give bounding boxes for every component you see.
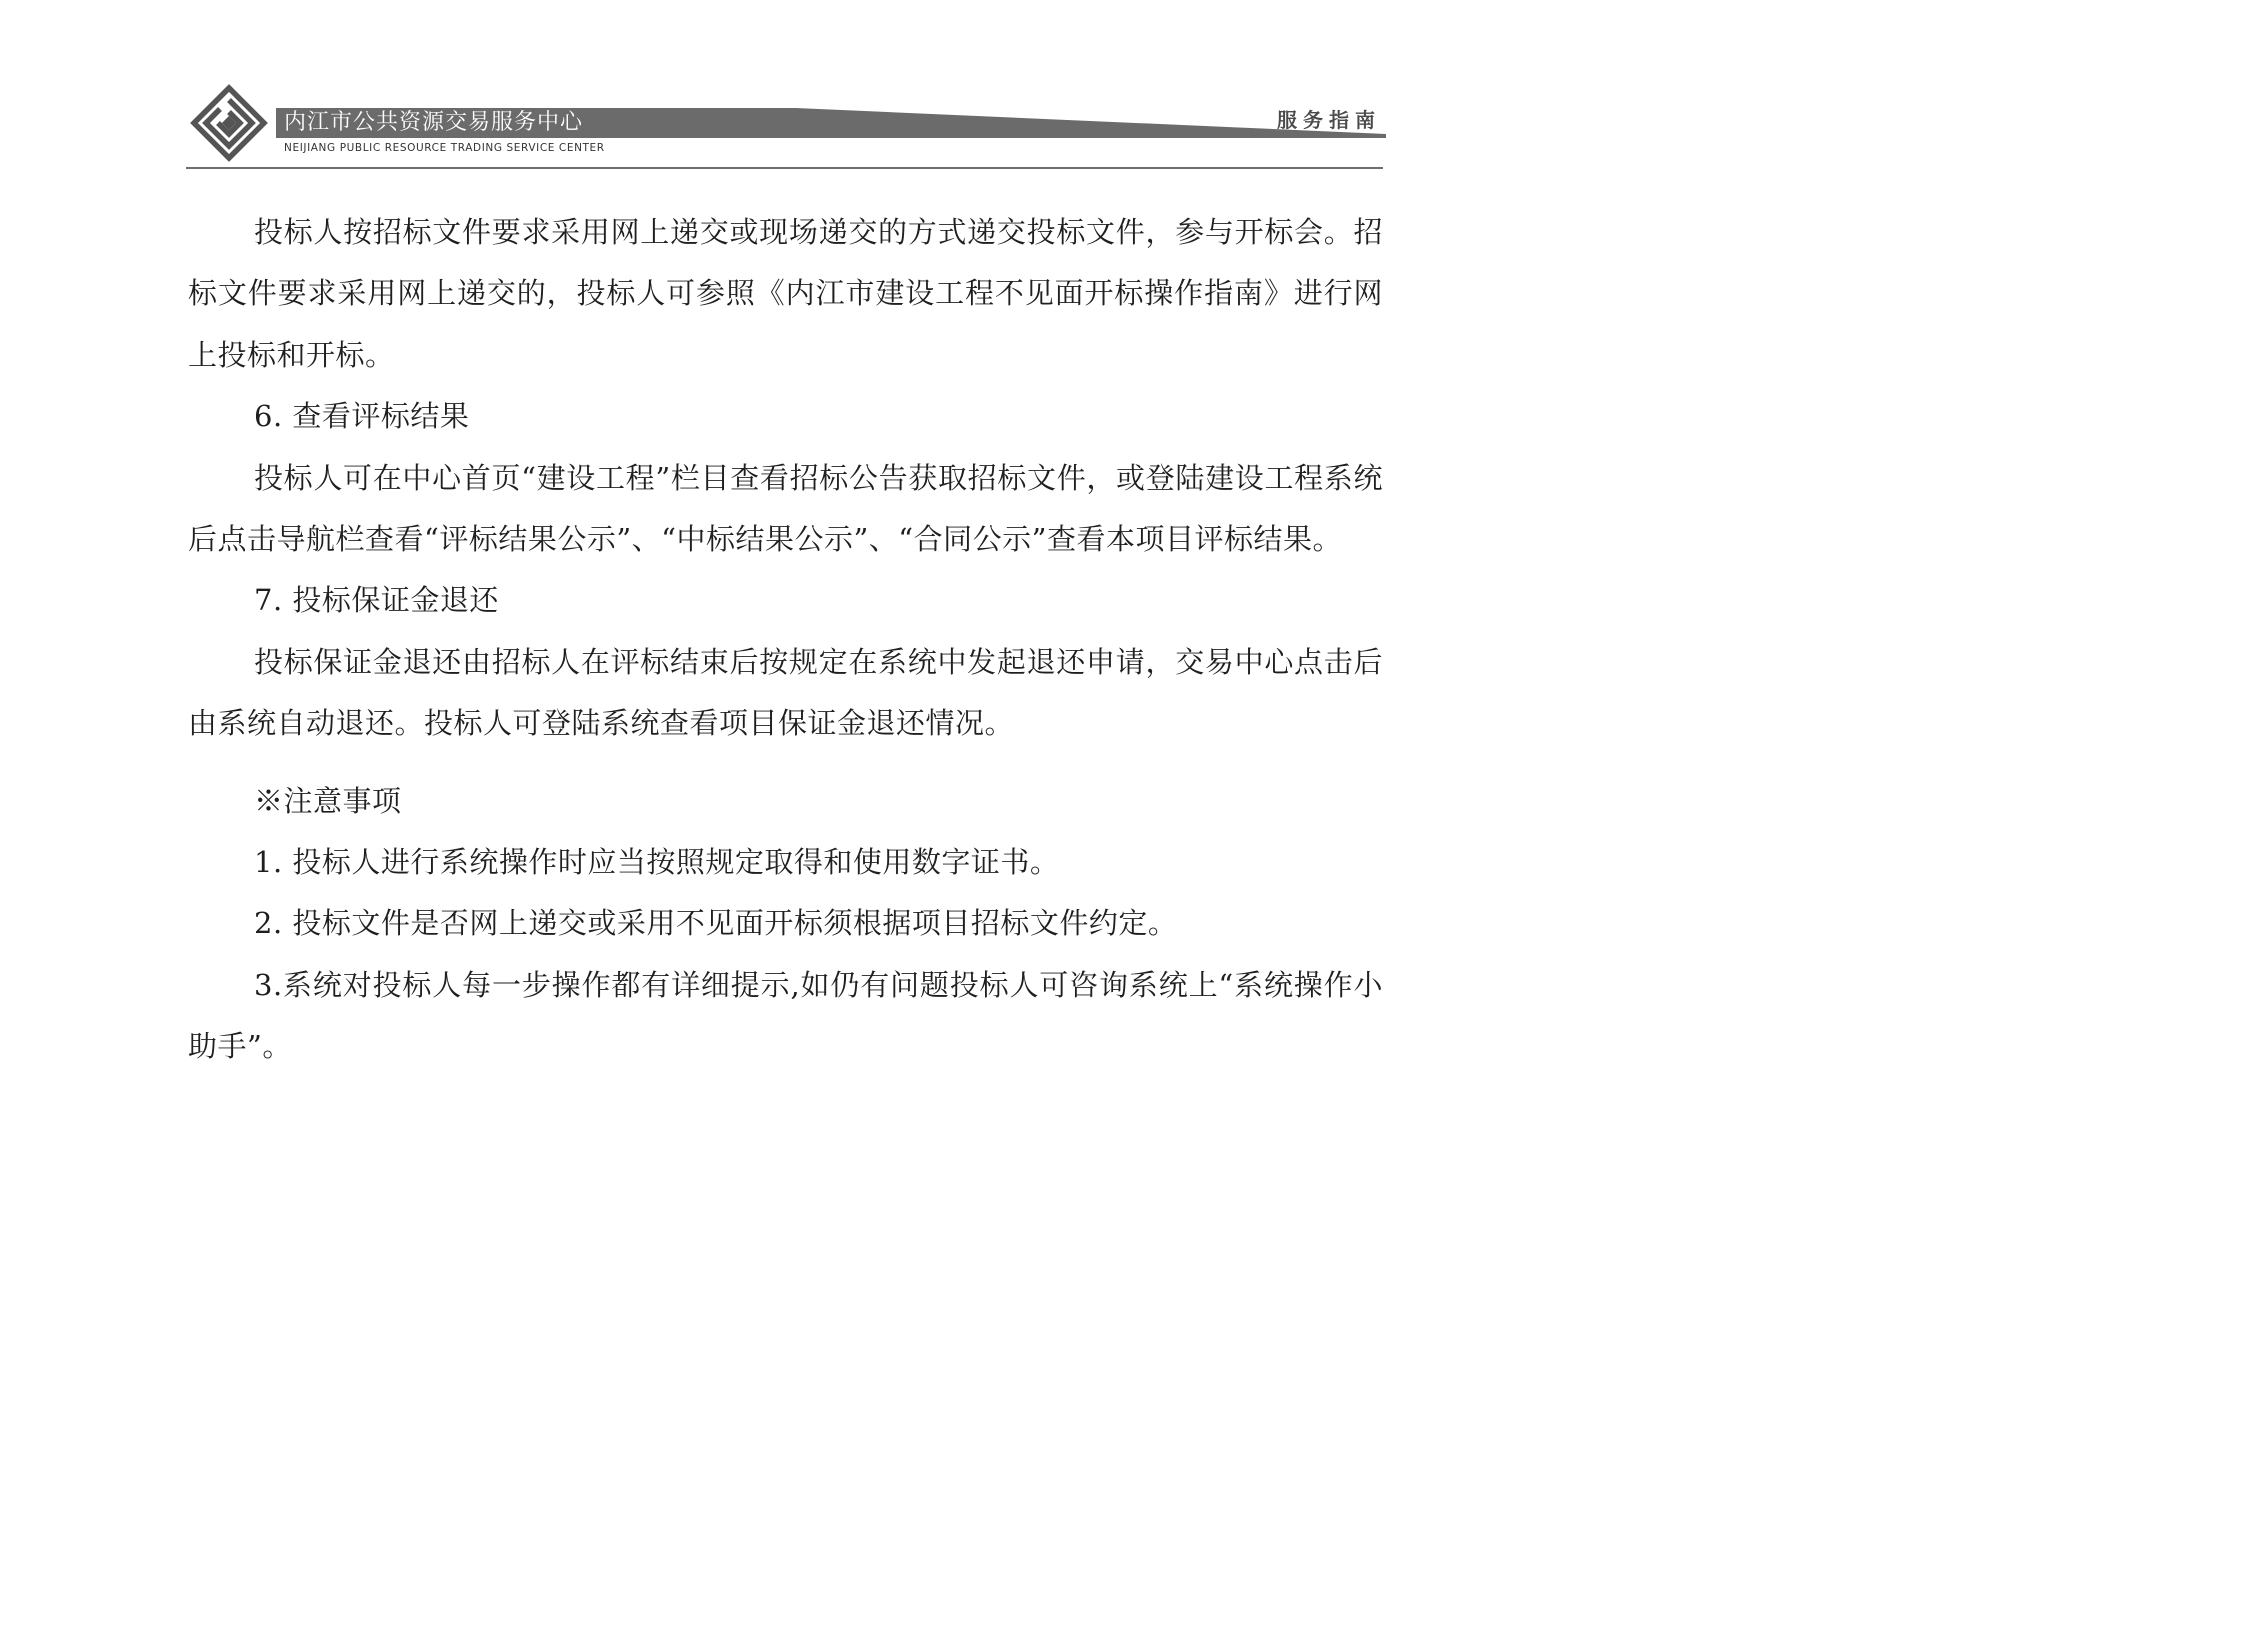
section-label: 服务指南 [1277,108,1381,132]
paragraph-deposit-refund: 投标保证金退还由招标人在评标结束后按规定在系统中发起退还申请，交易中心点击后由系统自动退还。投标人可登陆系统查看项目保证金退还情况。 [188,644,1383,741]
note-item-3: 3.系统对投标人每一步操作都有详细提示,如仍有问题投标人可咨询系统上“系统操作小助手”。 [188,967,1383,1064]
note-item-1: 1. 投标人进行系统操作时应当按照规定取得和使用数字证书。 [254,845,1060,880]
header-rule [186,167,1383,169]
org-name-cn: 内江市公共资源交易服务中心 [284,110,584,135]
diamond-seal-icon [190,84,268,162]
document-page [0,0,1553,1130]
document-body [188,202,1383,1078]
paragraph-view-results: 投标人可在中心首页“建设工程”栏目查看招标公告获取招标文件，或登陆建设工程系统后点击导航栏查看“评标结果公示”、“中标结果公示”、“合同公示”查看本项目评标结果。 [188,460,1383,557]
heading-view-results: 6. 查看评标结果 [254,399,470,434]
org-name-en: NEIJIANG PUBLIC RESOURCE TRADING SERVICE CENTER [284,142,605,154]
page-header [186,84,1383,172]
paragraph-bid-submission: 投标人按招标文件要求采用网上递交或现场递交的方式递交投标文件，参与开标会。招标文件要求采用网上递交的，投标人可参照《内江市建设工程不见面开标操作指南》进行网上投标和开标。 [188,215,1383,372]
notes-title: ※注意事项 [254,783,402,818]
heading-deposit-refund: 7. 投标保证金退还 [254,583,499,618]
note-item-2: 2. 投标文件是否网上递交或采用不见面开标须根据项目招标文件约定。 [254,906,1178,941]
